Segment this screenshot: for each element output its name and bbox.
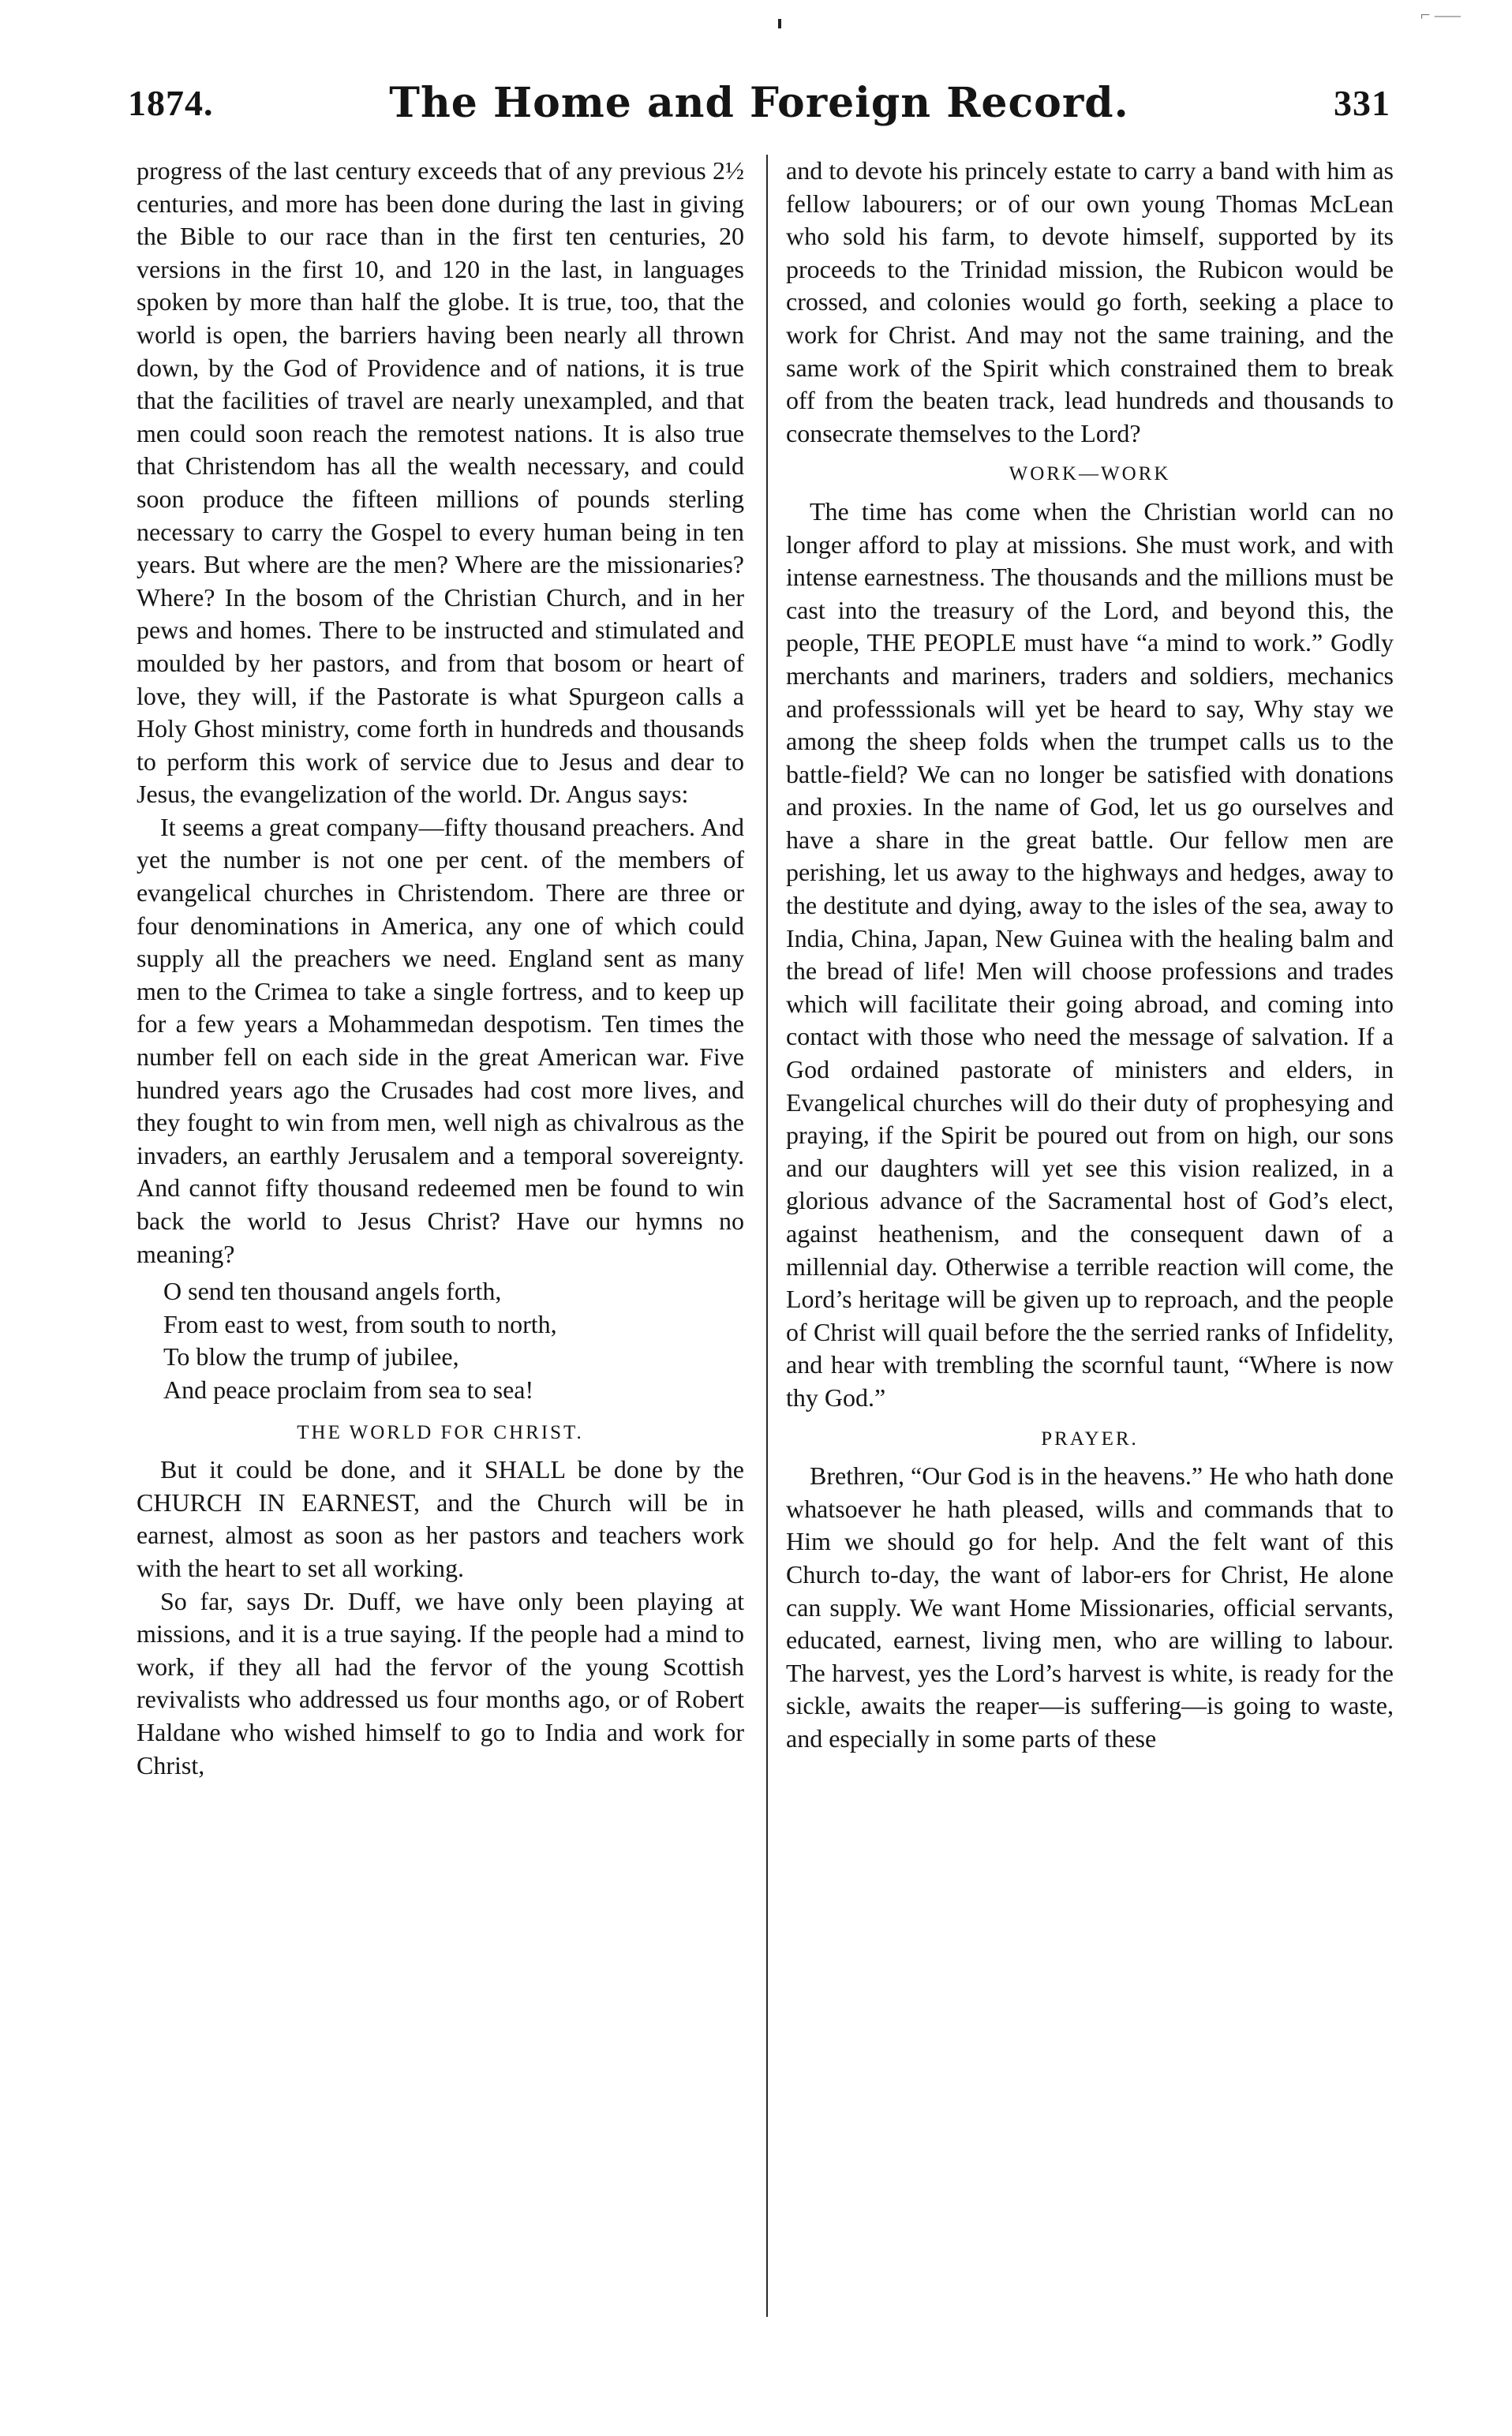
page-header [128,76,1390,131]
section-heading-world-for-christ: THE WORLD FOR CHRIST. [297,1421,584,1443]
column-divider [766,155,768,2317]
hymn-line: To blow the trump of jubilee, [163,1342,459,1371]
right-paragraph-2: The time has come when the Christian world can no longer afford to play at missions. She must work, and with intense earnestness. The thousands and the millions must be cast into the treasury of the Lord, and beyond this, the people, THE PEOPLE must have “a mind to work.” Godly merchants and mariners, traders and soldiers, mechanics and professsionals will yet be heard to say, Why stay we among the sheep folds when the trumpet calls us to the battle-field? We can no longer be satisfied with donations and proxies. In the name of God, let us go ourselves and have a share in the great battle. Our fellow men are perishing, let us away to the highways and hedges, away to the destitute and dying, away to the isles of the sea, away to India, China, Japan, New Guinea with the healing balm and the bread of life! Men will choose professions and trades which will facilitate their going abroad, and coming into contact with those who need the message of salvation. If a God ordained pastorate of ministers and elders, in Evangelical churches will do their duty of prophesying and praying, if the Spirit be poured out from on high, our sons and our daughters will yet see this vision realized, in a glorious advance of the Sacramental host of God’s elect, against heathenism, and the consequent dawn of a millennial day. Otherwise a terrible reaction will come, the Lord’s heritage will be given up to reproach, and the people of Christ will quail before the the serried ranks of Infidelity, and hear with trembling the scornful taunt, “Where is now thy God.” [786,496,1394,1412]
header-year: 1874. [128,83,214,123]
hymn-line: O send ten thousand angels forth, [163,1277,502,1306]
corner-mark: ⌐ ‒‒‒ [1420,5,1461,24]
left-column [137,155,744,1782]
print-mark [778,19,781,28]
section-heading-prayer: PRAYER. [1041,1428,1139,1450]
right-column [786,155,1394,1756]
header-title: The Home and Foreign Record. [389,79,1129,127]
right-paragraph-1: and to devote his princely estate to carry a band with him as fellow labourers; or of our own young Thomas McLean who sold his farm, to devote himself, supported by its proceeds to the Trinidad mission, the Rubicon would be crossed, and colonies would go forth, seeking a place to work for Christ. And may not the same training, and the same work of the Spirit which constrained them to break off from the beaten track, lead hundreds and thousands to consecrate themselves to the Lord? [786,156,1394,447]
left-paragraph-4: So far, says Dr. Duff, we have only been playing at missions, and it is a true saying. If the people had a mind to work, if they all had the fervor of the young Scottish revivalists who addressed us four months ago, or of Robert Haldane who wished himself to go to India and work for Christ, [137,1586,744,1779]
left-paragraph-1: progress of the last century exceeds that of any previous 2½ centuries, and more has been done during the last in giving the Bible to our race than in the first ten centuries, 20 versions in the first 10, and 120 in the last, in languages spoken by more than half the globe. It is true, too, that the world is open, the barriers having been nearly all thrown down, by the God of Providence and of nations, it is true that the facilities of travel are nearly unexampled, and that men could soon reach the remotest nations. It is also true that Christendom has all the wealth necessary, and could soon produce the fifteen millions of pounds sterling necessary to carry the Gospel to every human being in ten years. But where are the men? Where are the missionaries? Where? In the bosom of the Christian Church, and in her pews and homes. There to be instructed and stimulated and moulded by her pastors, and from that bosom or heart of love, they will, if the Pastorate is what Spurgeon calls a Holy Ghost ministry, come forth in hundreds and thousands to perform this work of service due to Jesus and dear to Jesus, the evangelization of the world. Dr. Angus says: [137,156,744,809]
hymn-quote [163,1275,744,1406]
section-heading-work: WORK—WORK [1009,463,1171,485]
left-paragraph-2: It seems a great company—fifty thousand preachers. And yet the number is not one per cent. of the members of evangelical churches in Christendom. There are three or four denominations in America, any one of which could supply all the preachers we need. England sent as many men to the Crimea to take a single fortress, and to keep up for a few years a Mohammedan despotism. Ten times the number fell on each side in the great American war. Five hundred years ago the Crusades had cost more lives, and they fought to win from men, well nigh as chivalrous as the invaders, an earthly Jerusalem and a temporal sovereignty. And cannot fifty thousand redeemed men be found to win back the world to Jesus Christ? Have our hymns no meaning? [137,812,744,1268]
hymn-line: And peace proclaim from sea to sea! [163,1375,534,1404]
hymn-line: From east to west, from south to north, [163,1309,557,1338]
page-number: 331 [1334,83,1390,123]
left-paragraph-3: But it could be done, and it SHALL be done by the CHURCH IN EARNEST, and the Church will be in earnest, almost as soon as her pastors and teachers work with the heart to set all working. [137,1455,744,1582]
right-paragraph-3: Brethren, “Our God is in the heavens.” He who hath done whatsoever he hath pleased, wills and commands that to Him we should go for help. And the felt want of this Church to-day, the want of labor-ers for Christ, He alone can supply. We want Home Missionaries, official servants, educated, earnest, living men, who are willing to labour. The harvest, yes the Lord’s harvest is white, is ready for the sickle, awaits the reaper—is suffering—is going to waste, and especially in some parts of these [786,1461,1394,1753]
